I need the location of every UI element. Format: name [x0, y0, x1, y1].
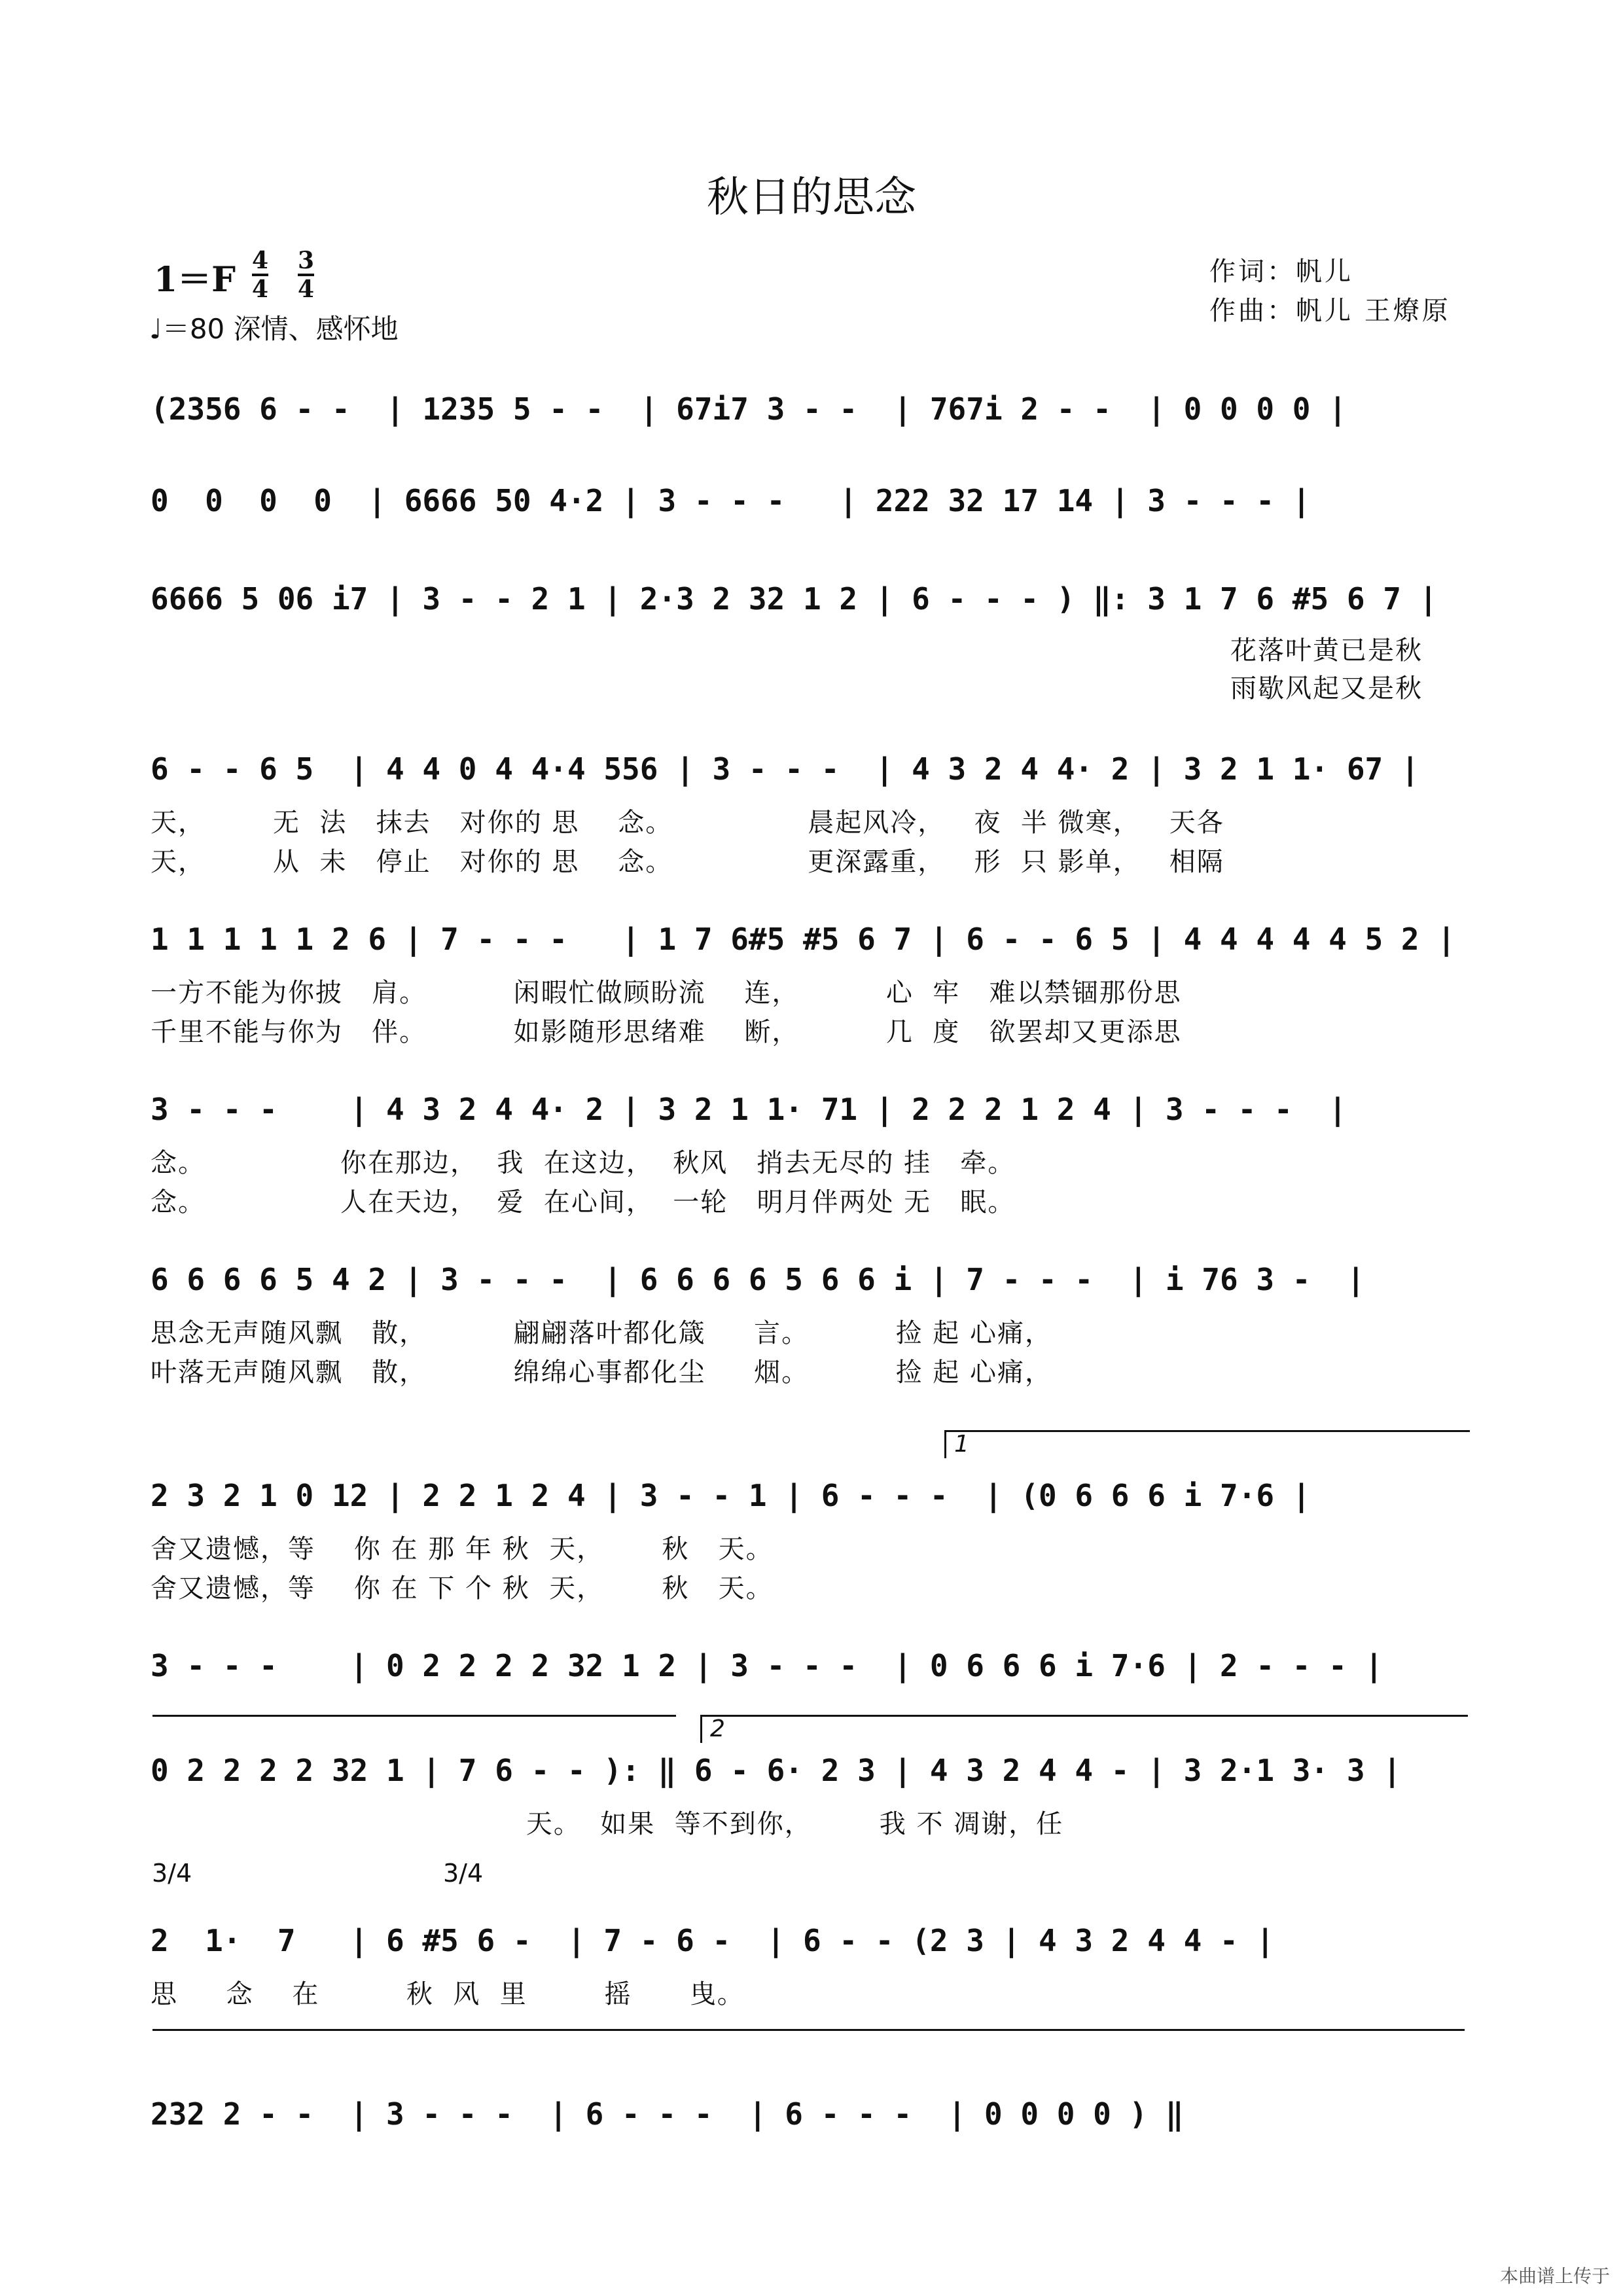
first-ending-bracket: 1: [944, 1430, 1470, 1458]
tempo-marking: ♩＝80 深情、感怀地: [149, 313, 399, 345]
meter-change-3-4: 3/4: [443, 1859, 484, 1888]
notes-line: 232 2 - - | 3 - - - | 6 - - - | 6 - - - | 0 0 0 0 ) ‖: [151, 2096, 1184, 2132]
notes-line: 6666 5 06 i7 | 3 - - 2 1 | 2·3 2 32 1 2 | 6 - - - ) ‖: 3 1 7 6 #5 6 7 |: [151, 581, 1438, 617]
lyric-line-1: 思 念 在 秋 风 里 摇 曳。: [151, 1979, 745, 2009]
notes-line: 0 0 0 0 | 6666 50 4·2 | 3 - - - | 222 32 17 14 | 3 - - - |: [151, 483, 1311, 518]
lyric-line-1: 念。 你在那边， 我 在这边， 秋风 捎去无尽的 挂 牵。: [151, 1148, 1016, 1178]
notes-line: 3 - - - | 0 2 2 2 2 32 1 2 | 3 - - - | 0 6 6 6 i 7·6 | 2 - - - |: [151, 1648, 1383, 1683]
quarter-note-icon: ♩: [149, 313, 162, 345]
lyric-line-1: 一方不能为你披 肩。 闲暇忙做顾盼流 连， 心 牢 难以禁锢那份思: [151, 978, 1182, 1008]
notes-line: 2 3 2 1 0 12 | 2 2 1 2 4 | 3 - - 1 | 6 - - - | (0 6 6 6 i 7·6 |: [151, 1478, 1311, 1513]
second-ending-bracket: 2: [700, 1715, 1468, 1743]
time-signature-4-4: 4 4: [252, 247, 269, 303]
notes-line: (2356 6 - - | 1235 5 - - | 67i7 3 - - | 767i 2 - - | 0 0 0 0 |: [151, 391, 1347, 427]
time-signature-3-4: 3 4: [298, 247, 315, 303]
coda-bracket: [152, 2029, 1465, 2031]
notes-line: 6 6 6 6 5 4 2 | 3 - - - | 6 6 6 6 5 6 6 i | 7 - - - | i 76 3 - |: [151, 1262, 1365, 1297]
notes-line: 2 1· 7 | 6 #5 6 - | 7 - 6 - | 6 - - (2 3 | 4 3 2 4 4 - |: [151, 1923, 1275, 1958]
lyric-line-2: 千里不能与你为 伴。 如影随形思绪难 断， 几 度 欲罢却又更添思: [151, 1017, 1182, 1047]
lyricist: 作词：帆儿: [1209, 257, 1353, 287]
notes-line: 0 2 2 2 2 32 1 | 7 6 - - ): ‖ 6 - 6· 2 3 | 4 3 2 4 4 - | 3 2·1 3· 3 |: [151, 1753, 1401, 1788]
page-title: 秋日的思念: [707, 173, 916, 222]
lyric-line-1: 天， 无 法 抹去 对你的 思 念。 晨起风冷， 夜 半 微寒， 天各: [151, 808, 1224, 838]
footer-watermark: 本曲谱上传于: [1499, 2265, 1610, 2287]
lyric-line-2: 舍又遗憾，等 你 在 下 个 秋 天， 秋 天。: [151, 1573, 774, 1604]
composer: 作曲：帆儿 王燎原: [1209, 296, 1451, 326]
notes-line: 3 - - - | 4 3 2 4 4· 2 | 3 2 1 1· 71 | 2 2 2 1 2 4 | 3 - - - |: [151, 1092, 1347, 1127]
lyric-line-1: 花落叶黄已是秋: [1230, 636, 1423, 666]
lyric-line-2: 雨歇风起又是秋: [1230, 673, 1423, 704]
meter-change-3-4: 3/4: [152, 1859, 192, 1888]
lyric-line-1: 天。 如果 等不到你， 我 不 凋谢，任: [151, 1809, 1064, 1839]
notes-line: 1 1 1 1 1 2 6 | 7 - - - | 1 7 6#5 #5 6 7 | 6 - - 6 5 | 4 4 4 4 4 5 2 |: [151, 922, 1455, 957]
lyric-line-1: 舍又遗憾，等 你 在 那 年 秋 天， 秋 天。: [151, 1534, 774, 1564]
first-ending-continuation: [152, 1715, 676, 1743]
lyric-line-2: 念。 人在天边， 爱 在心间， 一轮 明月伴两处 无 眠。: [151, 1187, 1016, 1217]
credits: [1209, 252, 1451, 331]
notes-line: 6 - - 6 5 | 4 4 0 4 4·4 556 | 3 - - - | 4 3 2 4 4· 2 | 3 2 1 1· 67 |: [151, 751, 1419, 787]
lyric-line-2: 天， 从 未 停止 对你的 思 念。 更深露重， 形 只 影单， 相隔: [151, 847, 1224, 877]
lyric-line-1: 思念无声随风飘 散， 翩翩落叶都化箴 言。 捡 起 心痛，: [151, 1318, 1053, 1348]
key-signature: 1＝F: [154, 260, 236, 300]
lyric-line-2: 叶落无声随风飘 散， 绵绵心事都化尘 烟。 捡 起 心痛，: [151, 1357, 1053, 1388]
